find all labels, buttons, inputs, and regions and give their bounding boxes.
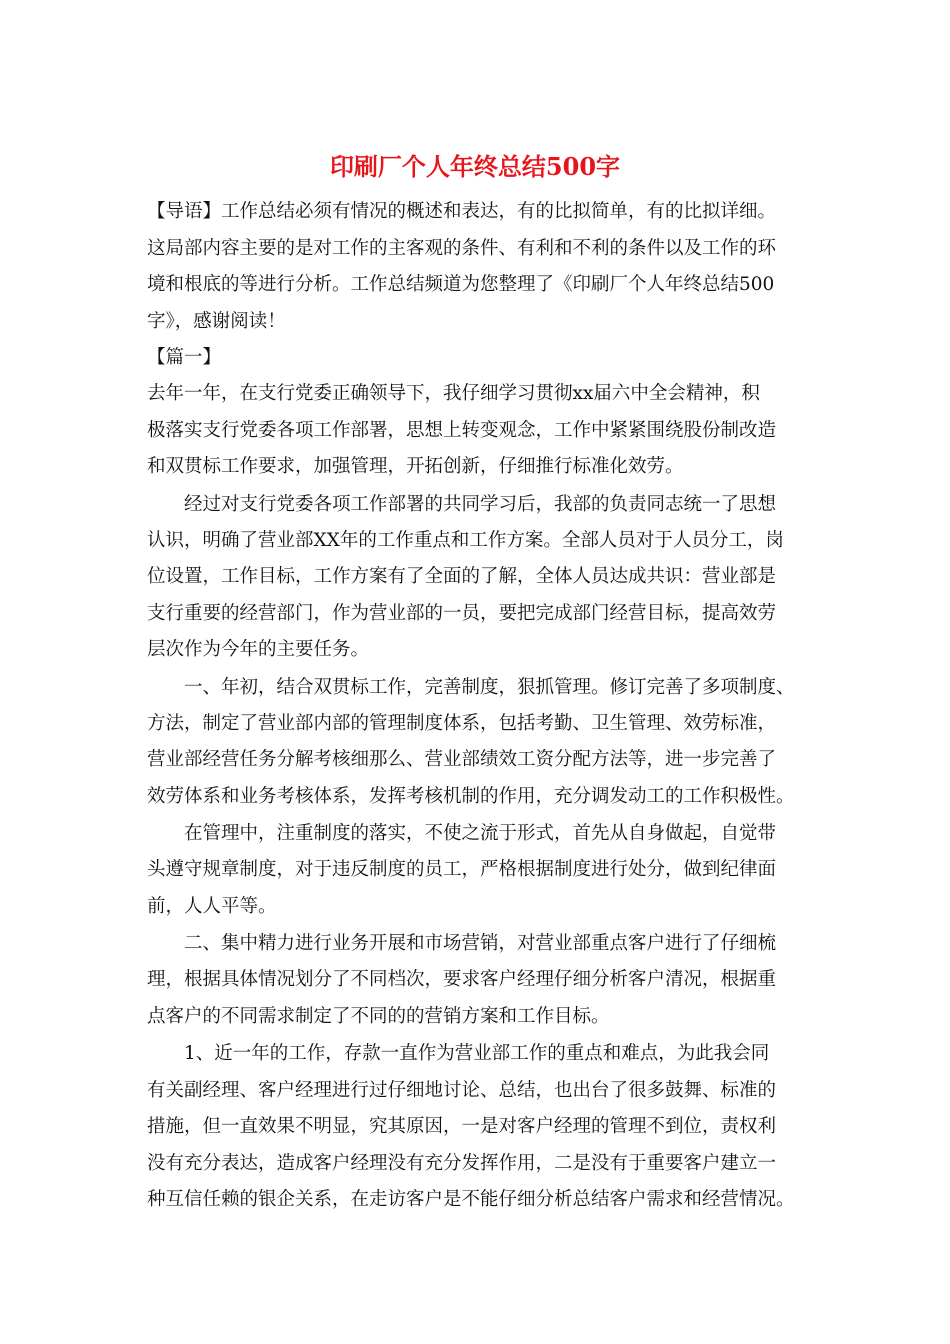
text-line: 去年一年，在支行党委正确领导下，我仔细学习贯彻xx届六中全会精神，积 xyxy=(147,383,760,404)
text-line: 经过对支行党委各项工作部署的共同学习后，我部的负责同志统一了思想 xyxy=(147,494,777,515)
text-line: 营业部经营任务分解考核细那么、营业部绩效工资分配方法等，进一步完善了 xyxy=(147,749,777,770)
text-line: 前，人人平等。 xyxy=(147,896,277,917)
text-line: 位设置，工作目标，工作方案有了全面的了解，全体人员达成共识：营业部是 xyxy=(147,566,777,587)
text-line: 层次作为今年的主要任务。 xyxy=(147,639,370,660)
text-line: 有关副经理、客户经理进行过仔细地讨论、总结，也出台了很多鼓舞、标准的 xyxy=(147,1080,777,1101)
text-line: 支行重要的经营部门，作为营业部的一员，要把完成部门经营目标，提高效劳 xyxy=(147,603,777,624)
text-line: 在管理中，注重制度的落实，不使之流于形式，首先从自身做起，自觉带 xyxy=(147,823,777,844)
text-line: 效劳体系和业务考核体系，发挥考核机制的作用，充分调发动工的工作积极性。 xyxy=(147,786,795,807)
text-line: 头遵守规章制度，对于违反制度的员工，严格根据制度进行处分，做到纪律面 xyxy=(147,859,777,880)
text-line: 1、近一年的工作，存款一直作为营业部工作的重点和难点，为此我会同 xyxy=(147,1043,770,1064)
text-line: 点客户的不同需求制定了不同的的营销方案和工作目标。 xyxy=(147,1006,610,1027)
text-line: 理，根据具体情况划分了不同档次，要求客户经理仔细分析客户清况，根据重 xyxy=(147,969,777,990)
document-title: 印刷厂个人年终总结500字 xyxy=(329,152,621,181)
text-line: 一、年初，结合双贯标工作，完善制度，狠抓管理。修订完善了多项制度、 xyxy=(147,677,795,698)
text-line: 没有充分表达，造成客户经理没有充分发挥作用，二是没有于重要客户建立一 xyxy=(147,1153,777,1174)
text-line: 方法，制定了营业部内部的管理制度体系，包括考勤、卫生管理、效劳标准， xyxy=(147,713,777,734)
text-line: 二、集中精力进行业务开展和市场营销，对营业部重点客户进行了仔细梳 xyxy=(147,933,777,954)
text-line: 措施，但一直效果不明显，究其原因，一是对客户经理的管理不到位，责权利 xyxy=(147,1116,777,1137)
text-line: 境和根底的等进行分析。工作总结频道为您整理了《印刷厂个人年终总结500 xyxy=(147,274,775,295)
section-heading: 【篇一】 xyxy=(147,347,222,368)
text-line: 极落实支行党委各项工作部署，思想上转变观念，工作中紧紧围绕股份制改造 xyxy=(147,420,777,441)
text-line: 这局部内容主要的是对工作的主客观的条件、有利和不利的条件以及工作的环 xyxy=(147,238,777,259)
text-line: 认识，明确了营业部XX年的工作重点和工作方案。全部人员对于人员分工，岗 xyxy=(147,530,784,551)
text-line: 种互信任赖的银企关系，在走访客户是不能仔细分析总结客户需求和经营情况。 xyxy=(147,1189,795,1210)
text-line: 【导语】工作总结必须有情况的概述和表达，有的比拟简单，有的比拟详细。 xyxy=(147,201,777,222)
text-line: 和双贯标工作要求，加强管理，开拓创新，仔细推行标准化效劳。 xyxy=(147,456,684,477)
text-line: 字》，感谢阅读！ xyxy=(147,311,286,332)
